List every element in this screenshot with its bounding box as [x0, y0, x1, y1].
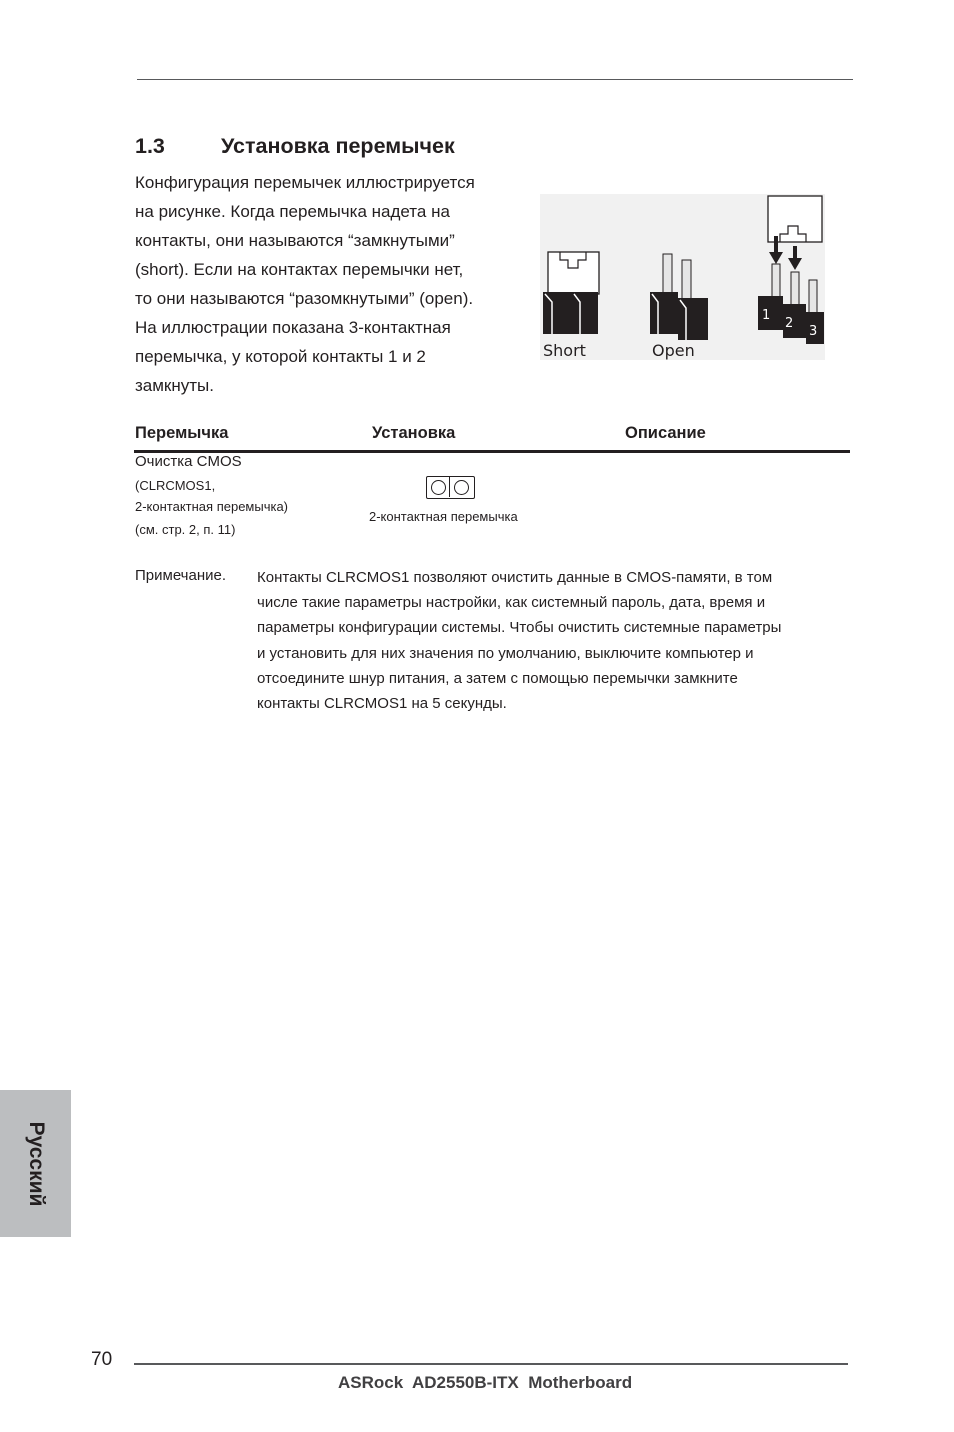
note-line: числе такие параметры настройки, как системный пароль, дата, время и	[257, 594, 766, 612]
column-header-description: Описание	[625, 424, 706, 442]
note-line: и установить для них значения по умолчанию, выключите компьютер и	[257, 644, 754, 662]
section-number: 1.3	[135, 134, 165, 158]
column-header-jumper: Перемычка	[135, 424, 229, 442]
pin-separator	[449, 477, 450, 497]
section-title: Установка перемычек	[221, 134, 455, 158]
short-jumper-graphic	[543, 252, 599, 360]
intro-line: на рисунке. Когда перемычка надета на	[135, 202, 450, 221]
pin-label-3: 3	[809, 324, 818, 339]
intro-line: (short). Если на контактах перемычки нет,	[135, 260, 464, 279]
note-line: Контакты CLRCMOS1 позволяют очистить данные в CMOS-памяти, в том	[257, 569, 773, 586]
page-number: 70	[91, 1349, 113, 1370]
short-label: Short	[543, 341, 586, 360]
footer-title: ASRock AD2550B-ITX Motherboard	[338, 1373, 633, 1392]
two-pin-jumper-icon	[426, 476, 475, 499]
setting-caption: 2-контактная перемычка	[369, 509, 518, 524]
row-subtitle-line: 2-контактная перемычка)	[135, 499, 289, 514]
pin-label-1: 1	[762, 308, 771, 323]
intro-line: то они называются “разомкнутыми” (open).	[135, 289, 474, 308]
note-line: отсоедините шнур питания, а затем с помощью перемычки замкните	[257, 669, 738, 687]
note-label: Примечание.	[135, 567, 226, 584]
intro-line: контакты, они называются “замкнутыми”	[135, 231, 455, 250]
language-tab-label: Русский	[24, 1121, 48, 1206]
open-jumper-graphic	[650, 254, 708, 360]
jumper-diagram	[540, 194, 825, 360]
row-title: Очистка CMOS	[135, 453, 242, 470]
pin-circle-icon	[454, 480, 469, 495]
section-heading	[135, 134, 455, 159]
row-subtitle-line: (см. стр. 2, п. 11)	[135, 522, 236, 537]
pin-label-2: 2	[785, 316, 794, 331]
intro-line: перемычка, у которой контакты 1 и 2	[135, 347, 426, 366]
intro-paragraph	[135, 168, 525, 400]
intro-line: На иллюстрации показана 3-контактная	[135, 318, 451, 337]
pin-circle-icon	[431, 480, 446, 495]
column-header-setting: Установка	[372, 424, 456, 442]
row-subtitle-line: (CLRCMOS1,	[135, 478, 216, 493]
note-line: контакты CLRCMOS1 на 5 секунды.	[257, 695, 507, 713]
three-pin-jumper-graphic	[758, 196, 824, 344]
top-rule	[137, 79, 853, 80]
note-paragraph	[257, 565, 857, 716]
jumper-illustration	[540, 194, 825, 360]
open-label: Open	[652, 341, 695, 360]
footer-rule	[134, 1363, 848, 1365]
intro-line: Конфигурация перемычек иллюстрируется	[135, 173, 475, 192]
language-side-tab	[0, 1090, 71, 1237]
note-line: параметры конфигурации системы. Чтобы очистить системные параметры	[257, 619, 782, 637]
intro-line: замкнуты.	[135, 376, 214, 395]
